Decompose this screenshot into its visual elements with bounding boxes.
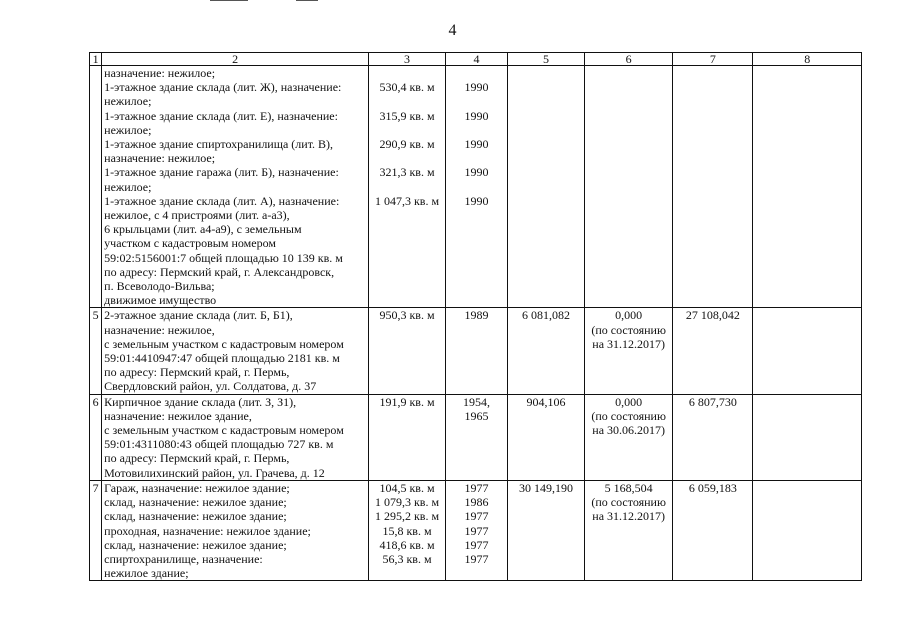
column-header: 7 <box>673 53 753 66</box>
cell-line: (по состоянию <box>591 322 666 337</box>
cell-col-8 <box>753 308 862 394</box>
table-row <box>90 308 862 394</box>
cell-col-8 <box>753 480 862 580</box>
cell-line: 1990 <box>464 137 489 152</box>
cell-col-7 <box>673 66 753 308</box>
cell-line: 1990 <box>464 80 489 95</box>
cell-col-7 <box>673 394 753 480</box>
cell-line: 1 047,3 кв. м <box>374 193 440 208</box>
cell-line <box>371 123 443 137</box>
scan-artifact-marks <box>210 0 330 2</box>
cell-line <box>371 180 443 194</box>
cell-line: 1990 <box>464 165 489 180</box>
page-number: 4 <box>448 22 457 39</box>
cell-line: 59:02:5156001:7 общей площадью 10 139 кв. м <box>104 250 343 265</box>
cell-line: 315,9 кв. м <box>379 108 435 123</box>
cell-col-8 <box>753 394 862 480</box>
cell-col-3 <box>368 308 445 394</box>
cell-line: по адресу: Пермский край, г. Александровск, <box>104 264 335 279</box>
cell-line <box>371 151 443 165</box>
cell-line: на 30.06.2017) <box>592 423 666 438</box>
cell-line: нежилое здание; <box>104 566 189 581</box>
column-header: 4 <box>446 53 508 66</box>
cell-col-2 <box>102 66 369 308</box>
cell-col-7 <box>673 308 753 394</box>
cell-col-3 <box>368 394 445 480</box>
cell-line: проходная, назначение: нежилое здание; <box>104 523 311 538</box>
cell-col-5 <box>507 66 584 308</box>
cell-line: 6 059,183 <box>688 480 737 495</box>
column-header: 5 <box>507 53 584 66</box>
cell-line: нежилое; <box>104 122 152 137</box>
cell-line: 1965 <box>464 408 489 423</box>
row-number-cell <box>90 66 102 308</box>
cell-line: с земельным участком с кадастровым номером <box>104 423 344 438</box>
cell-line: 1990 <box>464 193 489 208</box>
cell-line: 1986 <box>464 495 489 510</box>
cell-line: 290,9 кв. м <box>379 137 435 152</box>
cell-col-4 <box>446 480 508 580</box>
table-row <box>90 66 862 308</box>
cell-col-6 <box>585 66 673 308</box>
cell-line: 1977 <box>464 480 489 495</box>
column-header: 8 <box>753 53 862 66</box>
cell-line: движимое имущество <box>104 293 217 308</box>
cell-col-4 <box>446 66 508 308</box>
cell-col-6 <box>585 480 673 580</box>
cell-line: склад, назначение: нежилое здание; <box>104 509 287 524</box>
cell-line: на 31.12.2017) <box>592 336 666 351</box>
cell-col-7 <box>673 480 753 580</box>
cell-line: 191,9 кв. м <box>379 394 435 409</box>
cell-line: 1990 <box>464 108 489 123</box>
cell-line: 1977 <box>464 537 489 552</box>
cell-line: 950,3 кв. м <box>379 308 435 323</box>
cell-col-5 <box>507 308 584 394</box>
cell-line: 6 081,082 <box>521 308 570 323</box>
cell-line: Гараж, назначение: нежилое здание; <box>104 480 290 495</box>
cell-line: 59:01:4311080:43 общей площадью 727 кв. м <box>104 437 334 452</box>
table-row <box>90 480 862 580</box>
cell-line <box>448 94 505 108</box>
cell-col-2 <box>102 394 369 480</box>
cell-line: 1-этажное здание гаража (лит. Б), назначение: <box>104 165 339 180</box>
cell-col-8 <box>753 66 862 308</box>
cell-line: (по состоянию <box>591 408 666 423</box>
cell-col-2 <box>102 480 369 580</box>
column-header: 3 <box>368 53 445 66</box>
cell-line: 904,106 <box>526 394 566 409</box>
cell-line: 321,3 кв. м <box>379 165 435 180</box>
cell-line: 1977 <box>464 523 489 538</box>
cell-line: 6 крыльцами (лит. а4-а9), с земельным <box>104 222 302 237</box>
cell-col-4 <box>446 308 508 394</box>
cell-col-2 <box>102 308 369 394</box>
cell-line: п. Всеволодо-Вильва; <box>104 279 215 294</box>
cell-line: 104,5 кв. м <box>379 480 435 495</box>
cell-line: 30 149,190 <box>518 480 573 495</box>
cell-line: назначение: нежилое; <box>104 151 216 166</box>
cell-line <box>371 66 443 80</box>
cell-line: назначение: нежилое, <box>104 322 215 337</box>
cell-line: нежилое, с 4 пристроями (лит. а-а3), <box>104 208 290 223</box>
cell-line: 6 807,730 <box>688 394 737 409</box>
cell-line <box>448 180 505 194</box>
table-row <box>90 394 862 480</box>
cell-line: 1-этажное здание склада (лит. А), назначение: <box>104 193 340 208</box>
cell-line: Кирпичное здание склада (лит. З, З1), <box>104 394 297 409</box>
cell-col-3 <box>368 66 445 308</box>
row-number-cell: 7 <box>90 480 102 580</box>
cell-col-6 <box>585 394 673 480</box>
cell-line: 1 079,3 кв. м <box>374 495 440 510</box>
column-number-header-row <box>90 53 862 66</box>
row-number-cell: 6 <box>90 394 102 480</box>
cell-line: на 31.12.2017) <box>592 509 666 524</box>
cell-line: 1-этажное здание склада (лит. Е), назначение: <box>104 108 338 123</box>
cell-line: 1 295,2 кв. м <box>374 509 440 524</box>
cell-line: назначение: нежилое здание, <box>104 408 252 423</box>
column-header: 6 <box>585 53 673 66</box>
cell-line: 1-этажное здание спиртохранилища (лит. В), <box>104 137 334 152</box>
cell-line: 1977 <box>464 551 489 566</box>
cell-line: 1-этажное здание склада (лит. Ж), назначение: <box>104 80 342 95</box>
cell-line: склад, назначение: нежилое здание; <box>104 537 287 552</box>
cell-line: 1989 <box>464 308 489 323</box>
column-header: 1 <box>90 53 102 66</box>
cell-line: (по состоянию <box>591 495 666 510</box>
cell-col-5 <box>507 480 584 580</box>
cell-line: по адресу: Пермский край, г. Пермь, <box>104 451 290 466</box>
row-number-cell: 5 <box>90 308 102 394</box>
cell-line <box>371 94 443 108</box>
cell-line: склад, назначение: нежилое здание; <box>104 495 287 510</box>
cell-col-5 <box>507 394 584 480</box>
cell-line: участком с кадастровым номером <box>104 236 276 251</box>
cell-line <box>448 123 505 137</box>
cell-line: 530,4 кв. м <box>379 80 435 95</box>
cell-line: 1954, <box>463 394 490 409</box>
column-header: 2 <box>102 53 369 66</box>
cell-line: 27 108,042 <box>685 308 740 323</box>
cell-line: 56,3 кв. м <box>382 551 432 566</box>
cell-line: спиртохранилище, назначение: <box>104 551 263 566</box>
cell-line: 15,8 кв. м <box>382 523 432 538</box>
cell-line: 0,000 <box>615 394 643 409</box>
cell-line <box>448 66 505 80</box>
cell-line: с земельным участком с кадастровым номером <box>104 336 344 351</box>
cell-line: 1977 <box>464 509 489 524</box>
cell-line: 0,000 <box>615 308 643 323</box>
cell-col-3 <box>368 480 445 580</box>
property-table <box>89 52 862 581</box>
cell-line: по адресу: Пермский край, г. Пермь, <box>104 365 290 380</box>
cell-line: нежилое; <box>104 94 152 109</box>
cell-col-6 <box>585 308 673 394</box>
cell-line: Свердловский район, ул. Солдатова, д. 37 <box>104 379 317 394</box>
cell-col-4 <box>446 394 508 480</box>
cell-line: 59:01:4410947:47 общей площадью 2181 кв. м <box>104 351 340 366</box>
cell-line: 418,6 кв. м <box>379 537 435 552</box>
cell-line: назначение: нежилое; <box>104 66 216 80</box>
cell-line <box>448 151 505 165</box>
cell-line: Мотовилихинский район, ул. Грачева, д. 12 <box>104 465 325 480</box>
cell-line: нежилое; <box>104 179 152 194</box>
cell-line: 2-этажное здание склада (лит. Б, Б1), <box>104 308 293 323</box>
cell-line: 5 168,504 <box>604 480 653 495</box>
